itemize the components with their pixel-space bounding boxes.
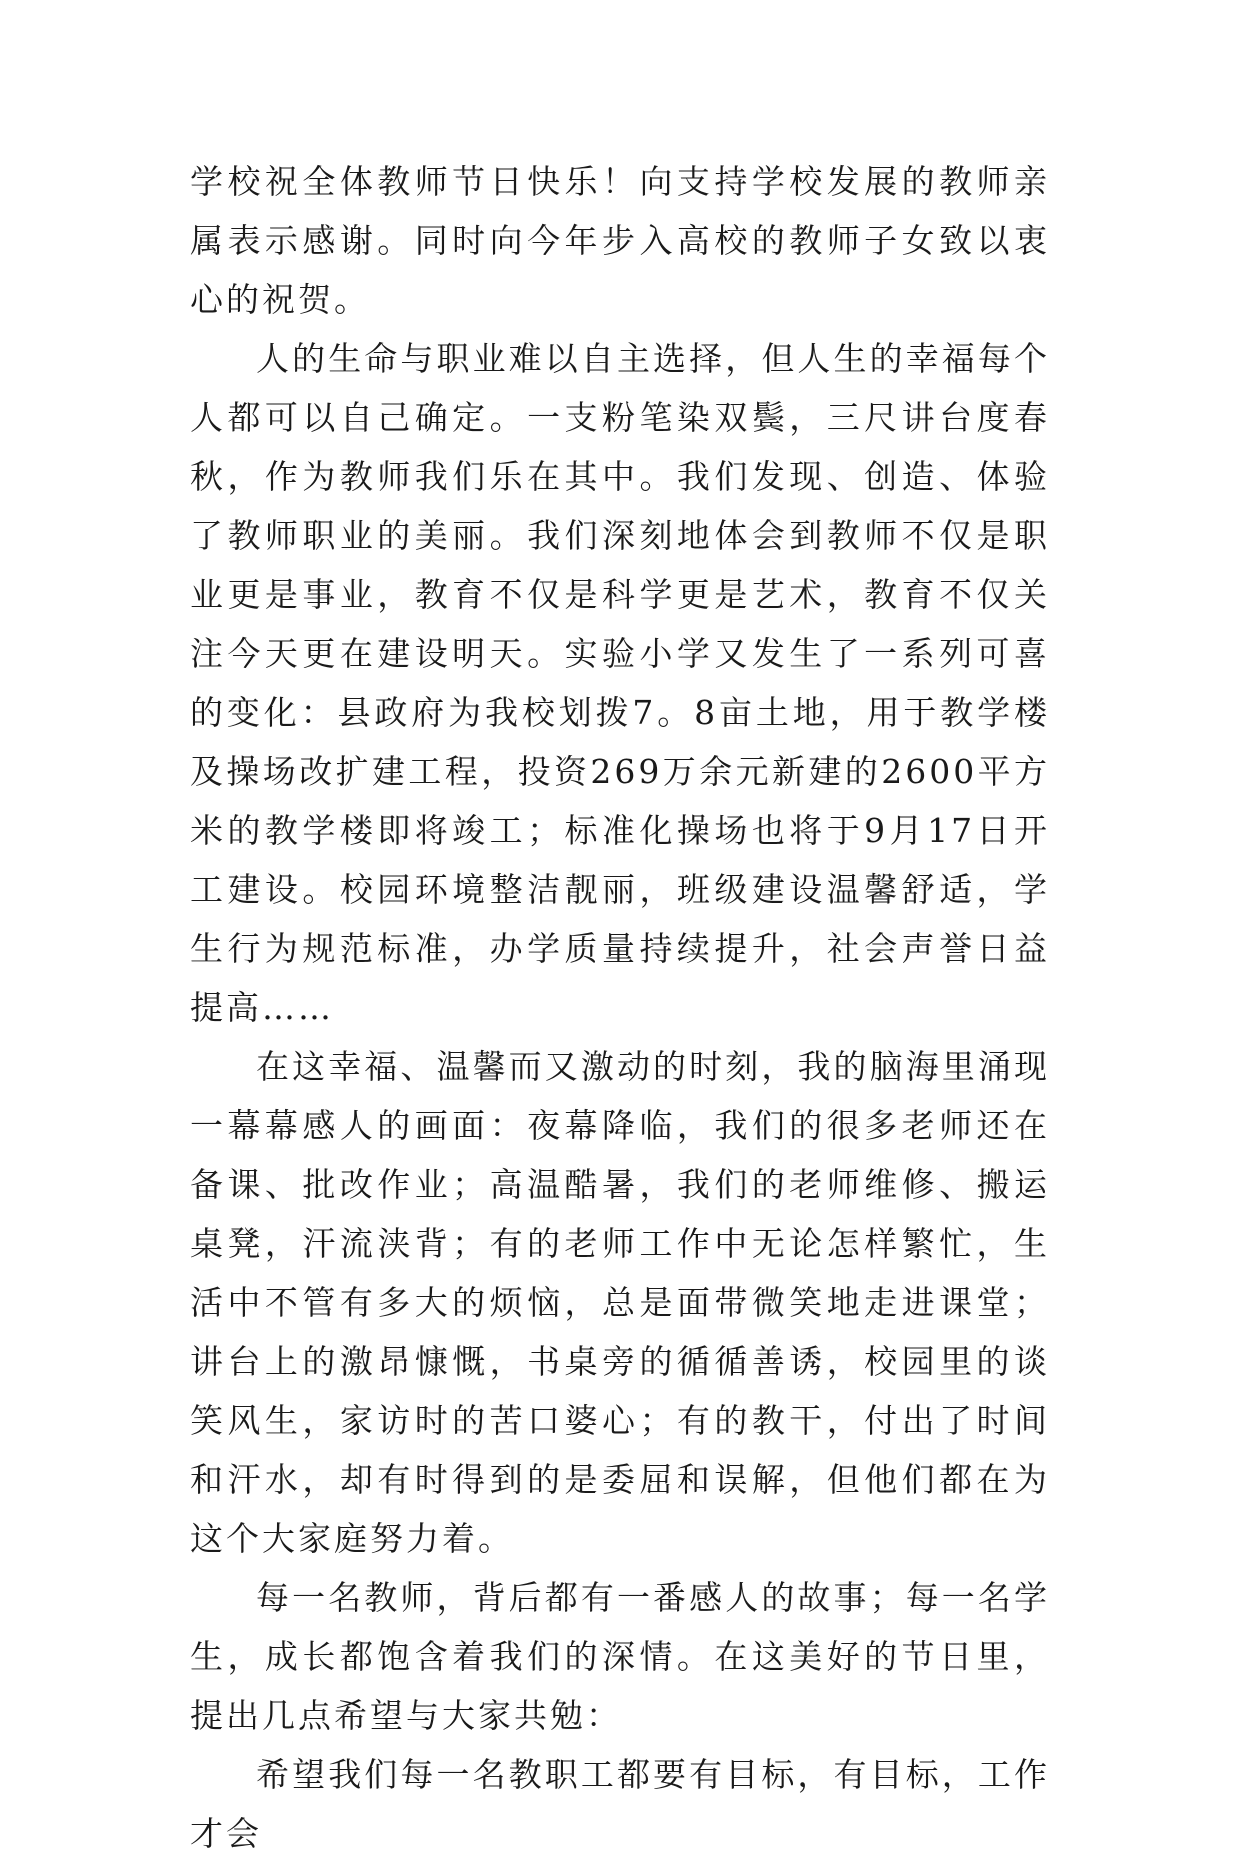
- paragraph-touching-scenes: 在这幸福、温馨而又激动的时刻，我的脑海里涌现一幕幕感人的画面：夜幕降临，我们的很多老师还在备课、批改作业；高温酷暑，我们的老师维修、搬运桌凳，汗流浃背；有的老师工作中无论怎样繁忙，生活中不管有多大的烦恼，总是面带微笑地走进课堂；讲台上的激昂慷慨，书桌旁的循循善诱，校园里的谈笑风生，家访时的苦口婆心；有的教干，付出了时间和汗水，却有时得到的是委屈和误解，但他们都在为这个大家庭努力着。: [190, 1047, 1050, 1558]
- paragraph-greeting: 学校祝全体教师节日快乐！向支持学校发展的教师亲属表示感谢。同时向今年步入高校的教师子女致以衷心的祝贺。: [190, 162, 1050, 319]
- document-body: [190, 152, 1050, 1863]
- paragraph-hopes-intro: 每一名教师，背后都有一番感人的故事；每一名学生，成长都饱含着我们的深情。在这美好的节日里，提出几点希望与大家共勉：: [190, 1578, 1050, 1735]
- paragraph-hope-goals: 希望我们每一名教职工都要有目标，有目标，工作才会: [190, 1755, 1050, 1853]
- paragraph-career-happiness: 人的生命与职业难以自主选择，但人生的幸福每个人都可以自己确定。一支粉笔染双鬓，三尺讲台度春秋，作为教师我们乐在其中。我们发现、创造、体验了教师职业的美丽。我们深刻地体会到教师不仅是职业更是事业，教育不仅是科学更是艺术，教育不仅关注今天更在建设明天。实验小学又发生了一系列可喜的变化：县政府为我校划拨7。8亩土地，用于教学楼及操场改扩建工程，投资269万余元新建的2600平方米的教学楼即将竣工；标准化操场也将于9月17日开工建设。校园环境整洁靓丽，班级建设温馨舒适，学生行为规范标准，办学质量持续提升，社会声誉日益提高……: [190, 339, 1050, 1027]
